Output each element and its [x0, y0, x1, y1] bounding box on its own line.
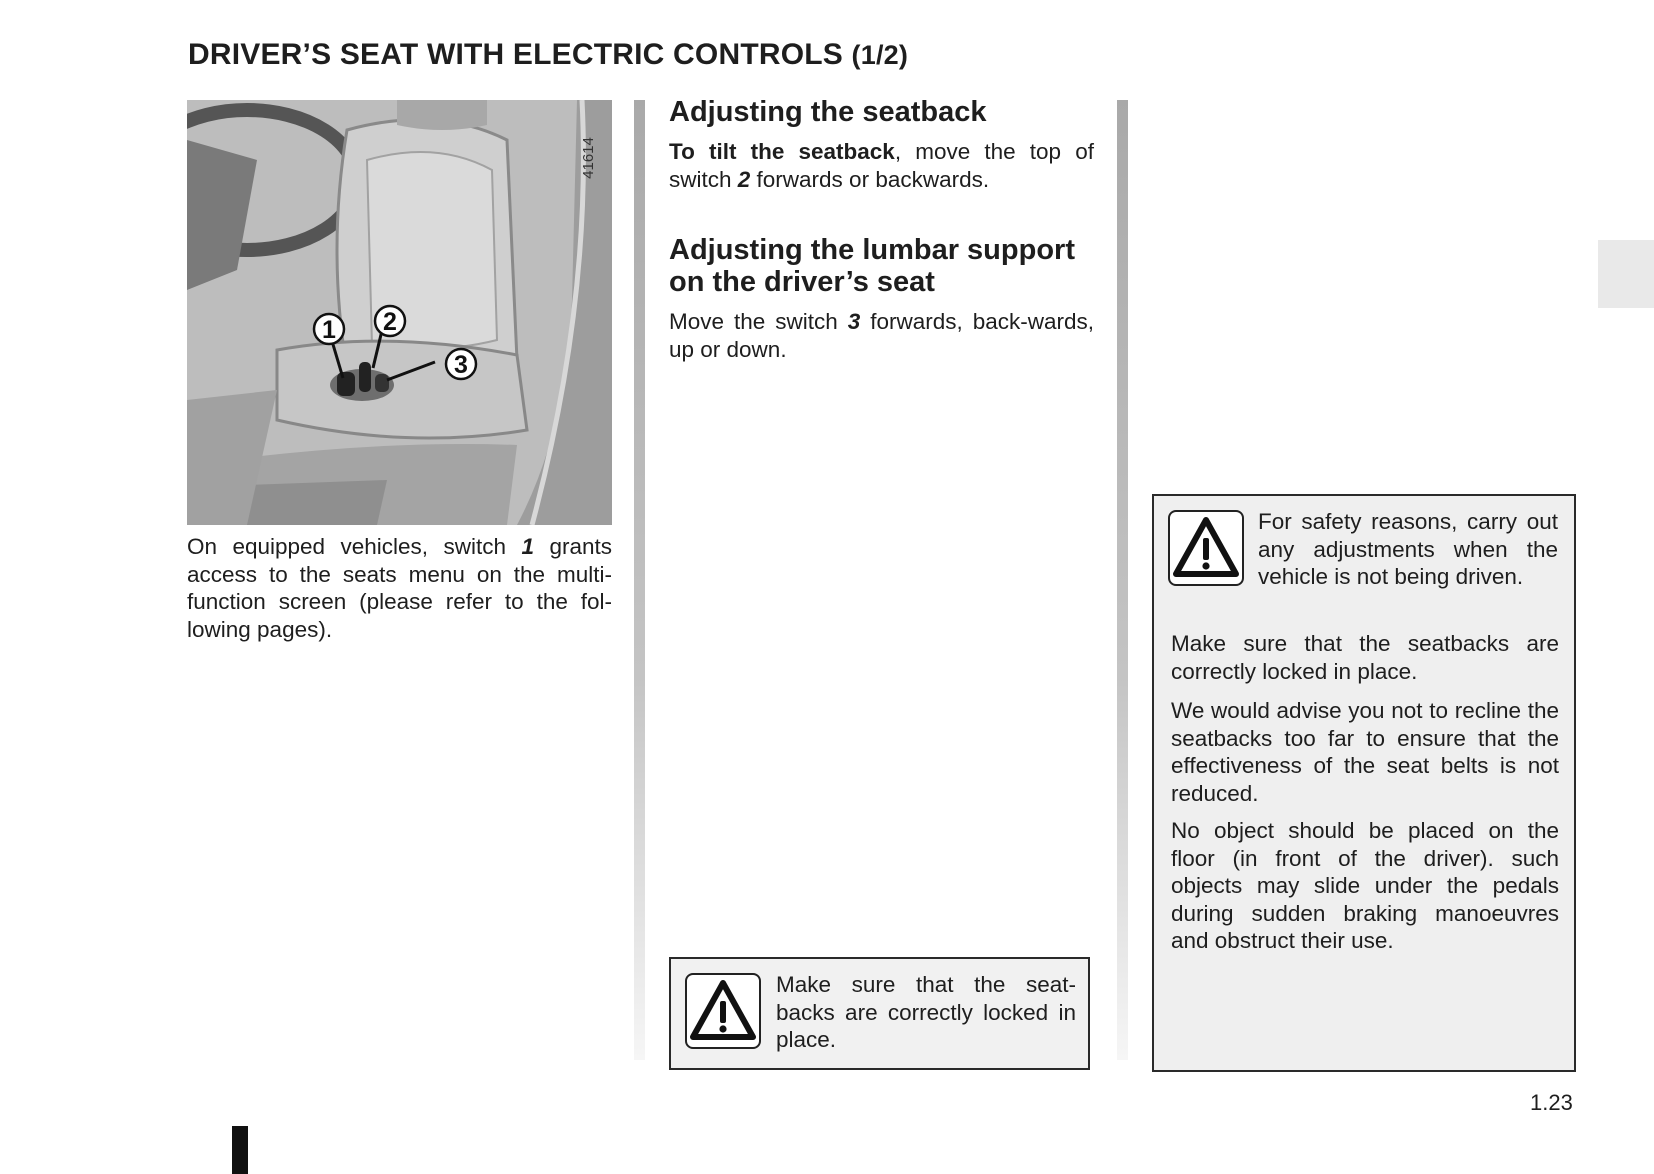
warning-box-seatbacks — [669, 957, 1090, 1070]
warning-big-para-3: We would advise you not to recline the seatbacks too far to ensure that the effectiveness of the seat belts is not reduced. — [1171, 698, 1559, 806]
seatback-paragraph — [669, 138, 1094, 193]
seatback-switch-number: 2 — [737, 166, 751, 192]
warning-triangle-icon — [685, 973, 761, 1049]
seatback-bold-lead: To tilt the seatback — [669, 139, 895, 164]
caption-switch-number: 1 — [521, 534, 534, 559]
lumbar-text-after: forwards, back-wards, up or down. — [669, 309, 1094, 362]
callout-3: 3 — [454, 351, 468, 379]
lumbar-section — [669, 234, 1094, 363]
warning-box-safety — [1152, 494, 1576, 1072]
figure-caption — [187, 533, 612, 643]
callout-1: 1 — [322, 316, 336, 344]
seatback-text-end: forwards or backwards. — [750, 166, 990, 192]
chapter-tab — [1598, 240, 1654, 308]
warning-small-text: Make sure that the seat-backs are correctly locked in place. — [776, 972, 1076, 1052]
column-divider-left — [634, 100, 645, 1060]
page-number: 1.23 — [1530, 1090, 1573, 1115]
caption-text-after: grants access to the seats menu on the multi-function screen (please refer to the fol-lowing pages). — [187, 534, 612, 642]
lumbar-paragraph — [669, 308, 1094, 363]
column-divider-right — [1117, 100, 1128, 1060]
warning-big-para-4: No object should be placed on the floor (in front of the driver). such objects may slide under the pedals during sudden braking manoeuvres and obstruct their use. — [1171, 818, 1559, 953]
seatback-section — [669, 96, 1094, 193]
page-title — [188, 38, 908, 72]
seatback-text-mid: , move the top of switch — [669, 139, 1094, 192]
lumbar-text-before: Move the switch — [669, 309, 848, 334]
page-part-indicator: (1/2) — [851, 40, 909, 70]
lumbar-heading: Adjusting the lumbar support on the driver’s seat — [669, 234, 1075, 298]
page-edge-marker — [232, 1126, 248, 1174]
lumbar-switch-number: 3 — [847, 309, 861, 334]
caption-text-before: On equipped vehicles, switch — [187, 534, 522, 559]
caption-paragraph — [187, 533, 612, 643]
page-title-text: DRIVER’S SEAT WITH ELECTRIC CONTROLS — [188, 38, 843, 71]
figure-ref-code: 41614 — [580, 137, 597, 179]
warning-big-para-2: Make sure that the seatbacks are correctly locked in place. — [1171, 631, 1559, 684]
callout-2: 2 — [383, 308, 397, 336]
warning-big-para-1: For safety reasons, carry out any adjustments when the vehicle is not being driven. — [1258, 509, 1558, 589]
seat-controls-illustration — [187, 100, 612, 525]
seatback-heading: Adjusting the seatback — [669, 96, 987, 128]
warning-triangle-icon — [1168, 510, 1244, 586]
